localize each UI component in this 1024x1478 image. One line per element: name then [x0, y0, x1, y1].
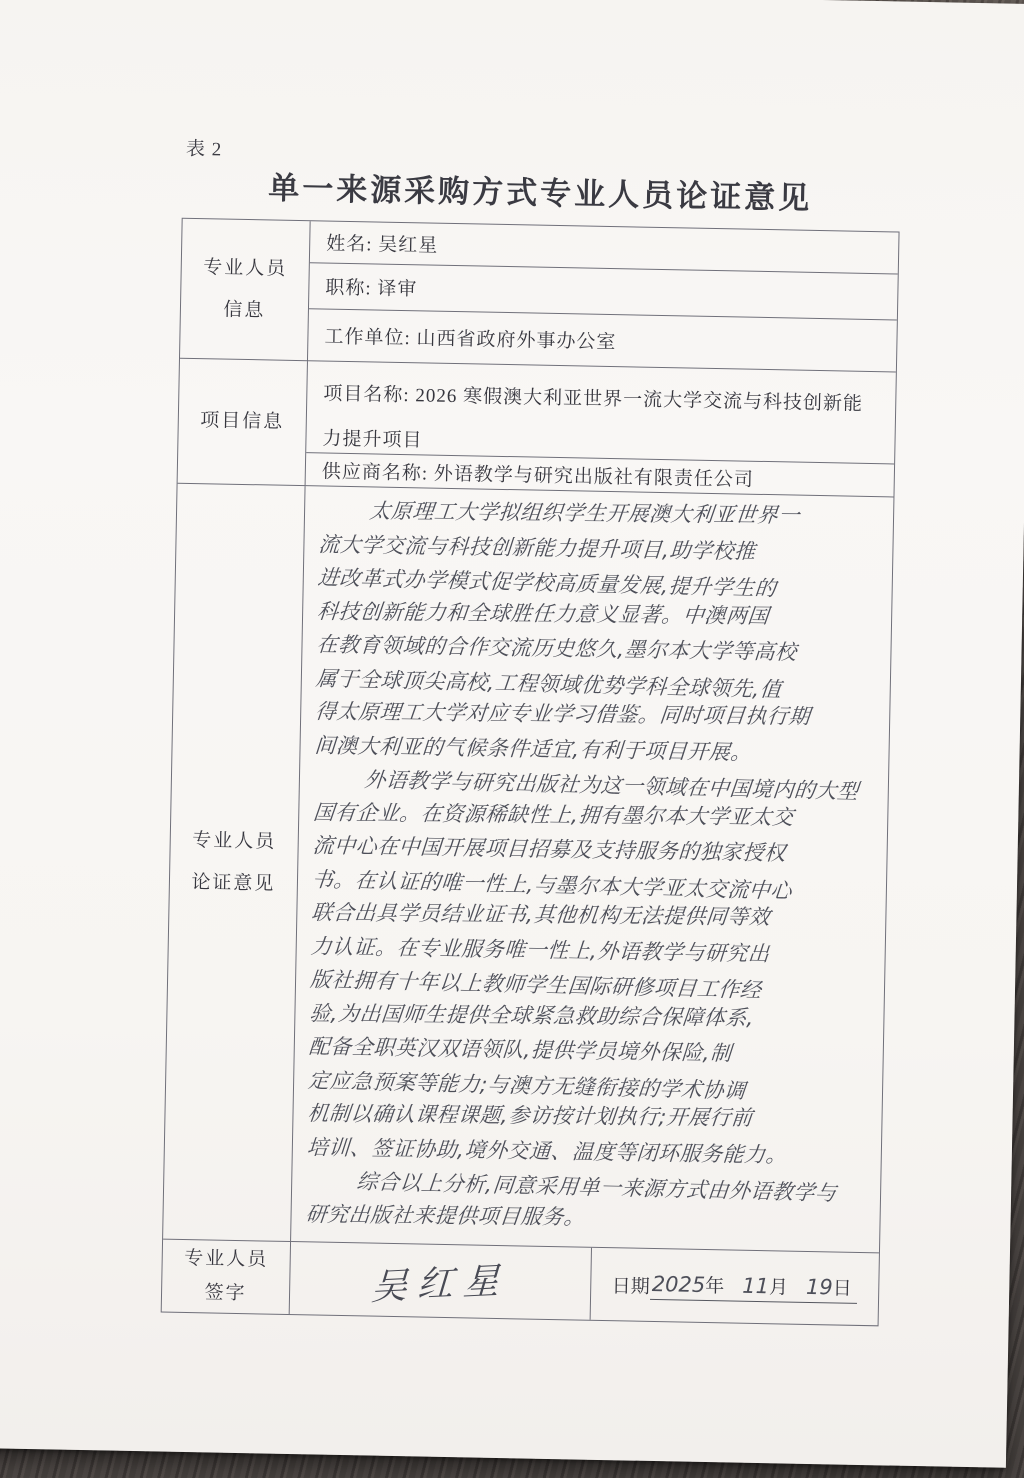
opinion-line: 得太原理工大学对应专业学习借鉴。同时项目执行期 [314, 699, 812, 729]
opinion-line: 机制以确认课程课题,参访按计划执行;开展行前 [306, 1101, 754, 1130]
opinion-line: 综合以上分析,同意采用单一来源方式由外语教学与 [355, 1169, 838, 1206]
work-unit-cell: 工作单位: 山西省政府外事办公室 [308, 309, 897, 372]
date-day-unit: 日 [832, 1278, 852, 1300]
opinion-line: 研究出版社来提供项目服务。 [304, 1201, 587, 1229]
date-month-unit: 月 [768, 1277, 789, 1299]
form-table [161, 218, 900, 1327]
signature-cell [290, 1242, 591, 1320]
opinion-line: 书。在认证的唯一性上,与墨尔本大学亚太交流中心 [310, 866, 794, 903]
opinion-line: 验,为出国师生提供全球紧急救助综合保障体系, [308, 1000, 756, 1030]
opinion-line: 进改革式办学模式促学校高质量发展,提升学生的 [316, 565, 778, 601]
supplier-cell: 供应商名称: 外语教学与研究出版社有限责任公司 [306, 453, 895, 497]
professional-info-label-line2: 信息 [223, 299, 266, 321]
name-cell: 姓名: 吴红星 [310, 221, 899, 274]
project-name-cell: 项目名称: 2026 寒假澳大利亚世界一流大学交流与科技创新能力提升项目 [306, 361, 896, 464]
date-year-unit: 年 [705, 1275, 725, 1298]
opinion-line: 科技创新能力和全球胜任力意义显著。中澳两国 [316, 598, 771, 628]
date-cell [590, 1248, 879, 1326]
page-title: 单一来源采购方式专业人员论证意见 [267, 170, 813, 216]
professional-info-label-line1: 专业人员 [203, 256, 288, 280]
opinion-label-line2: 论证意见 [191, 871, 276, 895]
opinion-line: 流大学交流与科技创新能力提升项目,助学校推 [317, 531, 757, 564]
opinion-line: 培训、签证协助,境外交通、温度等闭环服务能力。 [306, 1134, 788, 1167]
signature-label-cell [162, 1240, 291, 1314]
job-title-cell: 职称: 译审 [309, 263, 898, 320]
opinion-line: 定应急预案等能力;与澳方无缝衔接的学术协调 [307, 1067, 747, 1103]
opinion-content-cell [291, 486, 893, 1253]
opinion-label-cell [163, 484, 305, 1242]
opinion-line: 在教育领域的合作交流历史悠久,墨尔本大学等高校 [315, 632, 798, 665]
form-number-label: 表 2 [185, 138, 223, 161]
opinion-line: 流中心在中国开展项目招募及支持服务的独家授权 [311, 833, 787, 866]
signature-handwriting: 吴红星 [370, 1259, 511, 1308]
signature-label-line1: 专业人员 [184, 1247, 269, 1271]
opinion-line: 太原理工大学拟组织学生开展澳大利亚世界一 [368, 498, 802, 528]
date-underline [650, 1270, 859, 1304]
project-info-label-line1: 项目信息 [200, 410, 285, 433]
signature-label-line2: 签字 [204, 1282, 247, 1305]
opinion-label-line1: 专业人员 [192, 829, 277, 853]
date-month-value: 11 [742, 1273, 770, 1299]
opinion-line: 国有企业。在资源稀缺性上,拥有墨尔本大学亚太交 [312, 799, 796, 829]
date-prefix-label: 日期 [611, 1275, 650, 1298]
professional-info-label-cell [180, 219, 311, 361]
date-day-value: 19 [805, 1274, 833, 1300]
opinion-line: 力认证。在专业服务唯一性上,外语教学与研究出 [309, 933, 771, 966]
opinion-line: 联合出具学员结业证书,其他机构无法提供同等效 [310, 900, 772, 930]
date-year-value: 2025 [651, 1271, 706, 1297]
project-info-label-cell [178, 359, 308, 486]
opinion-line: 版社拥有十年以上教师学生国际研修项目工作经 [309, 967, 763, 1003]
opinion-line: 外语教学与研究出版社为这一领域在中国境内的大型 [363, 767, 860, 804]
opinion-line: 属于全球顶尖高校,工程领域优势学科全球领先,值 [314, 665, 783, 702]
opinion-line: 配备全职英汉双语领队,提供学员境外保险,制 [308, 1034, 733, 1066]
opinion-line: 间澳大利亚的气候条件适宜,有利于项目开展。 [313, 732, 753, 765]
